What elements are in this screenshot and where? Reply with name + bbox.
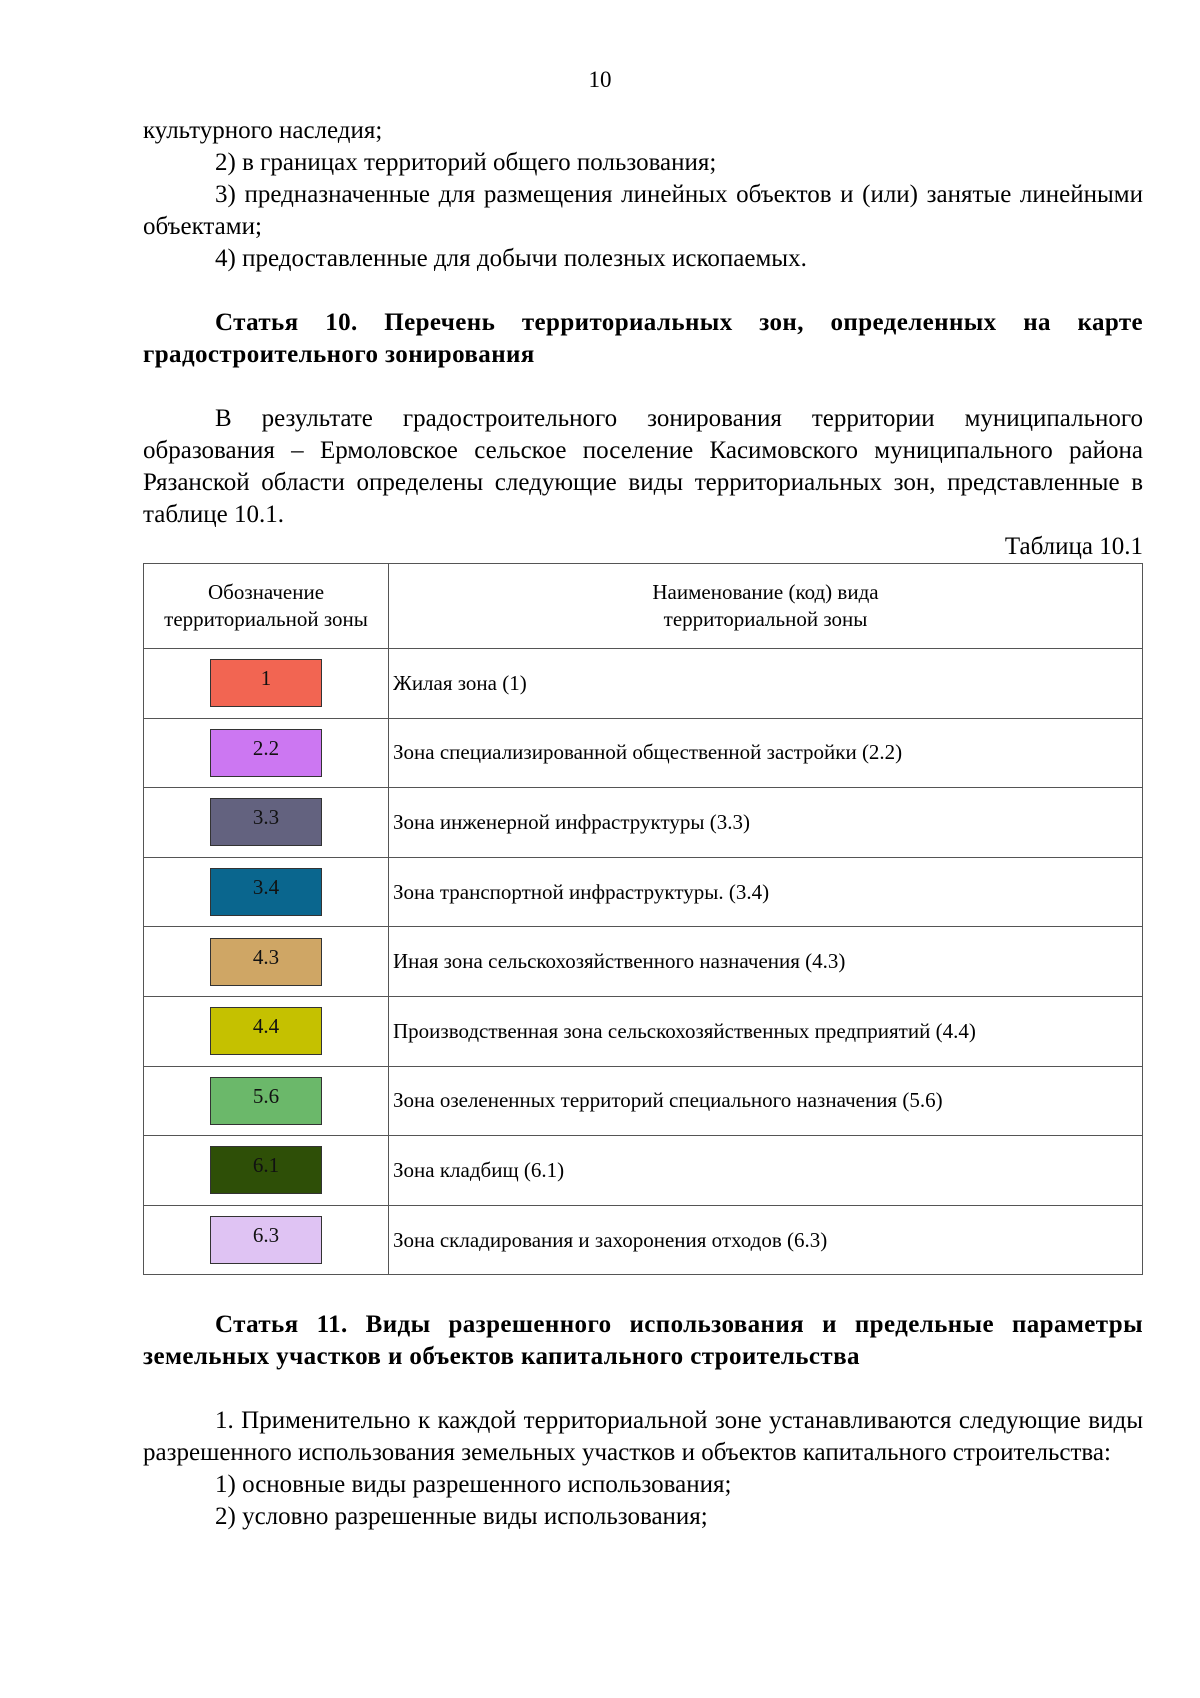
zone-name-cell: Жилая зона (1) — [389, 649, 1143, 719]
zone-name-cell: Зона кладбищ (6.1) — [389, 1136, 1143, 1206]
zone-code-cell — [144, 1066, 389, 1136]
zones-table — [143, 563, 1143, 1275]
table-row — [144, 927, 1143, 997]
zone-code-cell — [144, 996, 389, 1066]
table-row — [144, 1066, 1143, 1136]
zone-name-cell: Зона транспортной инфраструктуры. (3.4) — [389, 857, 1143, 927]
zone-code-cell — [144, 1205, 389, 1275]
table-row — [144, 788, 1143, 858]
zone-color-swatch: 4.3 — [210, 938, 322, 986]
article-11-paragraph: 1. Применительно к каждой территориальной зоне устанавливаются следующие виды разрешенного использования земельных участков и объектов капитального строительства: — [143, 1407, 1143, 1467]
zone-name-cell: Производственная зона сельскохозяйственных предприятий (4.4) — [389, 996, 1143, 1066]
table-row — [144, 1136, 1143, 1206]
article-11-item-2: 2) условно разрешенные виды использования; — [215, 1503, 708, 1531]
intro-line-1: культурного наследия; — [143, 117, 383, 144]
zone-code-cell — [144, 927, 389, 997]
document-body — [143, 115, 1143, 1533]
zone-name-cell: Зона складирования и захоронения отходов (6.3) — [389, 1205, 1143, 1275]
intro-item-3: 3) предназначенные для размещения линейных объектов и (или) занятые линейными объектами; — [143, 181, 1143, 240]
zone-color-swatch: 4.4 — [210, 1007, 322, 1055]
zone-code-cell — [144, 857, 389, 927]
table-row — [144, 1205, 1143, 1275]
article-11-item-1: 1) основные виды разрешенного использования; — [215, 1471, 732, 1499]
zone-color-swatch: 5.6 — [210, 1077, 322, 1125]
page-number: 10 — [588, 67, 612, 92]
article-10-paragraph: В результате градостроительного зонирования территории муниципального образования – Ермоловское сельское поселение Касимовского муниципального района Рязанской области определены следующие виды территориальных зон, представленные в таблице 10.1. — [143, 405, 1143, 528]
intro-item-4: 4) предоставленные для добычи полезных ископаемых. — [215, 245, 807, 272]
header-name: Наименование (код) вида территориальной зоны — [389, 564, 1143, 649]
zone-name-cell: Иная зона сельскохозяйственного назначения (4.3) — [389, 927, 1143, 997]
zone-color-swatch: 3.4 — [210, 868, 322, 916]
zone-color-swatch: 3.3 — [210, 798, 322, 846]
table-row — [144, 996, 1143, 1066]
zone-name-cell: Зона озелененных территорий специального назначения (5.6) — [389, 1066, 1143, 1136]
zone-code-cell — [144, 1136, 389, 1206]
zone-color-swatch: 1 — [210, 659, 322, 707]
zone-color-swatch: 6.1 — [210, 1146, 322, 1194]
article-11-heading: Статья 11. Виды разрешенного использования и предельные параметры земельных участков и объектов капитального строительства — [143, 1311, 1143, 1371]
table-header-row — [144, 564, 1143, 649]
header-code: Обозначение территориальной зоны — [144, 564, 389, 649]
zone-name-cell: Зона специализированной общественной застройки (2.2) — [389, 718, 1143, 788]
zone-code-cell — [144, 788, 389, 858]
zone-name-cell: Зона инженерной инфраструктуры (3.3) — [389, 788, 1143, 858]
zone-code-cell — [144, 718, 389, 788]
zone-color-swatch: 2.2 — [210, 729, 322, 777]
zone-code-cell — [144, 649, 389, 719]
zone-color-swatch: 6.3 — [210, 1216, 322, 1264]
intro-item-2: 2) в границах территорий общего пользования; — [215, 149, 717, 176]
table-row — [144, 649, 1143, 719]
table-row — [144, 718, 1143, 788]
article-10-heading: Статья 10. Перечень территориальных зон, определенных на карте градостроительного зонирования — [143, 309, 1143, 368]
table-row — [144, 857, 1143, 927]
table-caption: Таблица 10.1 — [1004, 533, 1143, 560]
